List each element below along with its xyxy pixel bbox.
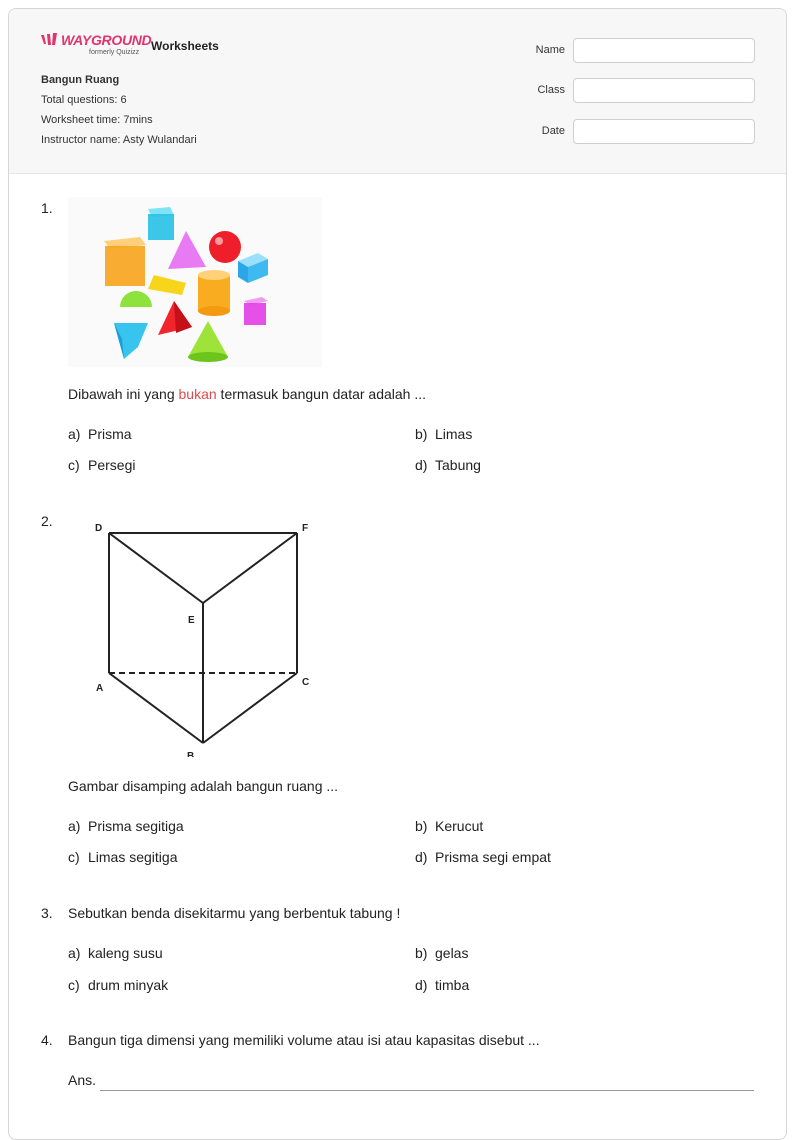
question-1-text-start: Dibawah ini yang — [68, 386, 179, 402]
option-letter: a) — [68, 426, 81, 442]
vertex-e-label: E — [188, 615, 195, 626]
cyan-cube-shape — [148, 207, 174, 240]
worksheet-header — [9, 9, 786, 174]
magenta-cube-shape — [244, 297, 268, 325]
question-3-option-d[interactable] — [415, 977, 469, 993]
brand-logo-subtitle: formerly Quizizz — [89, 49, 140, 56]
question-3-text: Sebutkan benda disekitarmu yang berbentuk tabung ! — [68, 905, 401, 921]
green-cone-shape — [188, 321, 228, 357]
option-text: drum minyak — [88, 977, 169, 993]
cyan-triangular-prism-shape — [114, 323, 148, 359]
orange-cube-shape — [104, 237, 146, 286]
date-label: Date — [541, 125, 565, 137]
instructor-name: Instructor name: Asty Wulandari — [41, 134, 197, 146]
option-letter: c) — [68, 849, 80, 865]
question-3-number: 3. — [41, 905, 53, 921]
question-4-text: Bangun tiga dimensi yang memiliki volume atau isi atau kapasitas disebut ... — [68, 1032, 540, 1048]
worksheet-time: Worksheet time: 7mins — [41, 114, 153, 126]
geometric-solids-illustration — [68, 197, 322, 367]
option-text: Limas — [435, 426, 473, 442]
question-1-option-a[interactable] — [68, 426, 132, 442]
question-3-option-b[interactable] — [415, 945, 468, 961]
option-text: Persegi — [88, 457, 136, 473]
option-letter: c) — [68, 977, 80, 993]
question-1-highlight-word: bukan — [178, 386, 217, 402]
option-letter: d) — [415, 457, 428, 473]
answer-line[interactable] — [100, 1090, 754, 1091]
question-2-number: 2. — [41, 513, 53, 529]
option-letter: a) — [68, 818, 81, 834]
question-2-text: Gambar disamping adalah bangun ruang ... — [68, 778, 339, 794]
triangular-prism-diagram — [89, 517, 319, 757]
date-field[interactable] — [573, 119, 755, 144]
question-1-option-c[interactable] — [68, 457, 135, 473]
question-1-text-end: termasuk bangun datar adalah ... — [216, 386, 427, 402]
question-2-option-b[interactable] — [415, 818, 483, 834]
vertex-c-label: C — [302, 677, 310, 688]
question-3-option-c[interactable] — [68, 977, 168, 993]
option-text: Kerucut — [435, 818, 484, 834]
answer-label: Ans. — [68, 1072, 97, 1088]
option-text: timba — [435, 977, 470, 993]
question-2-option-d[interactable] — [415, 849, 551, 865]
option-text: kaleng susu — [88, 945, 163, 961]
option-text: Limas segitiga — [88, 849, 178, 865]
total-questions: Total questions: 6 — [41, 94, 127, 106]
vertex-a-label: A — [96, 683, 104, 694]
question-3-option-a[interactable] — [68, 945, 163, 961]
option-letter: b) — [415, 818, 428, 834]
question-1-text — [68, 386, 426, 402]
question-4-number: 4. — [41, 1032, 53, 1048]
vertex-d-label: D — [95, 523, 103, 534]
option-text: Prisma segitiga — [88, 818, 184, 834]
name-label: Name — [535, 44, 565, 56]
brand-logo-text: WAYGROUND — [61, 32, 152, 48]
question-2-option-a[interactable] — [68, 818, 184, 834]
vertex-b-label: B — [187, 751, 195, 757]
brand-logo — [41, 32, 152, 59]
option-letter: d) — [415, 849, 428, 865]
option-text: Prisma — [88, 426, 132, 442]
option-letter: b) — [415, 945, 428, 961]
option-text: Prisma segi empat — [435, 849, 551, 865]
brand-title: Worksheets — [151, 39, 219, 53]
worksheet-title: Bangun Ruang — [41, 74, 120, 86]
worksheet-sheet — [8, 8, 787, 1140]
option-letter: d) — [415, 977, 428, 993]
question-1-option-b[interactable] — [415, 426, 472, 442]
green-hemisphere-shape — [120, 291, 152, 307]
class-label: Class — [537, 84, 565, 96]
vertex-f-label: F — [302, 523, 309, 534]
class-field[interactable] — [573, 78, 755, 103]
orange-cylinder-shape — [198, 270, 230, 316]
option-text: Tabung — [435, 457, 481, 473]
question-1-number: 1. — [41, 200, 53, 216]
question-1-image — [68, 197, 322, 367]
option-letter: c) — [68, 457, 80, 473]
logo-mark-icon — [41, 33, 61, 47]
red-sphere-shape — [209, 231, 241, 263]
option-letter: b) — [415, 426, 428, 442]
option-text: gelas — [435, 945, 469, 961]
name-field[interactable] — [573, 38, 755, 63]
blue-cuboid-shape — [238, 253, 268, 283]
yellow-prism-shape — [148, 275, 186, 295]
option-letter: a) — [68, 945, 81, 961]
question-1-option-d[interactable] — [415, 457, 481, 473]
question-2-option-c[interactable] — [68, 849, 178, 865]
question-2-image — [89, 517, 319, 757]
